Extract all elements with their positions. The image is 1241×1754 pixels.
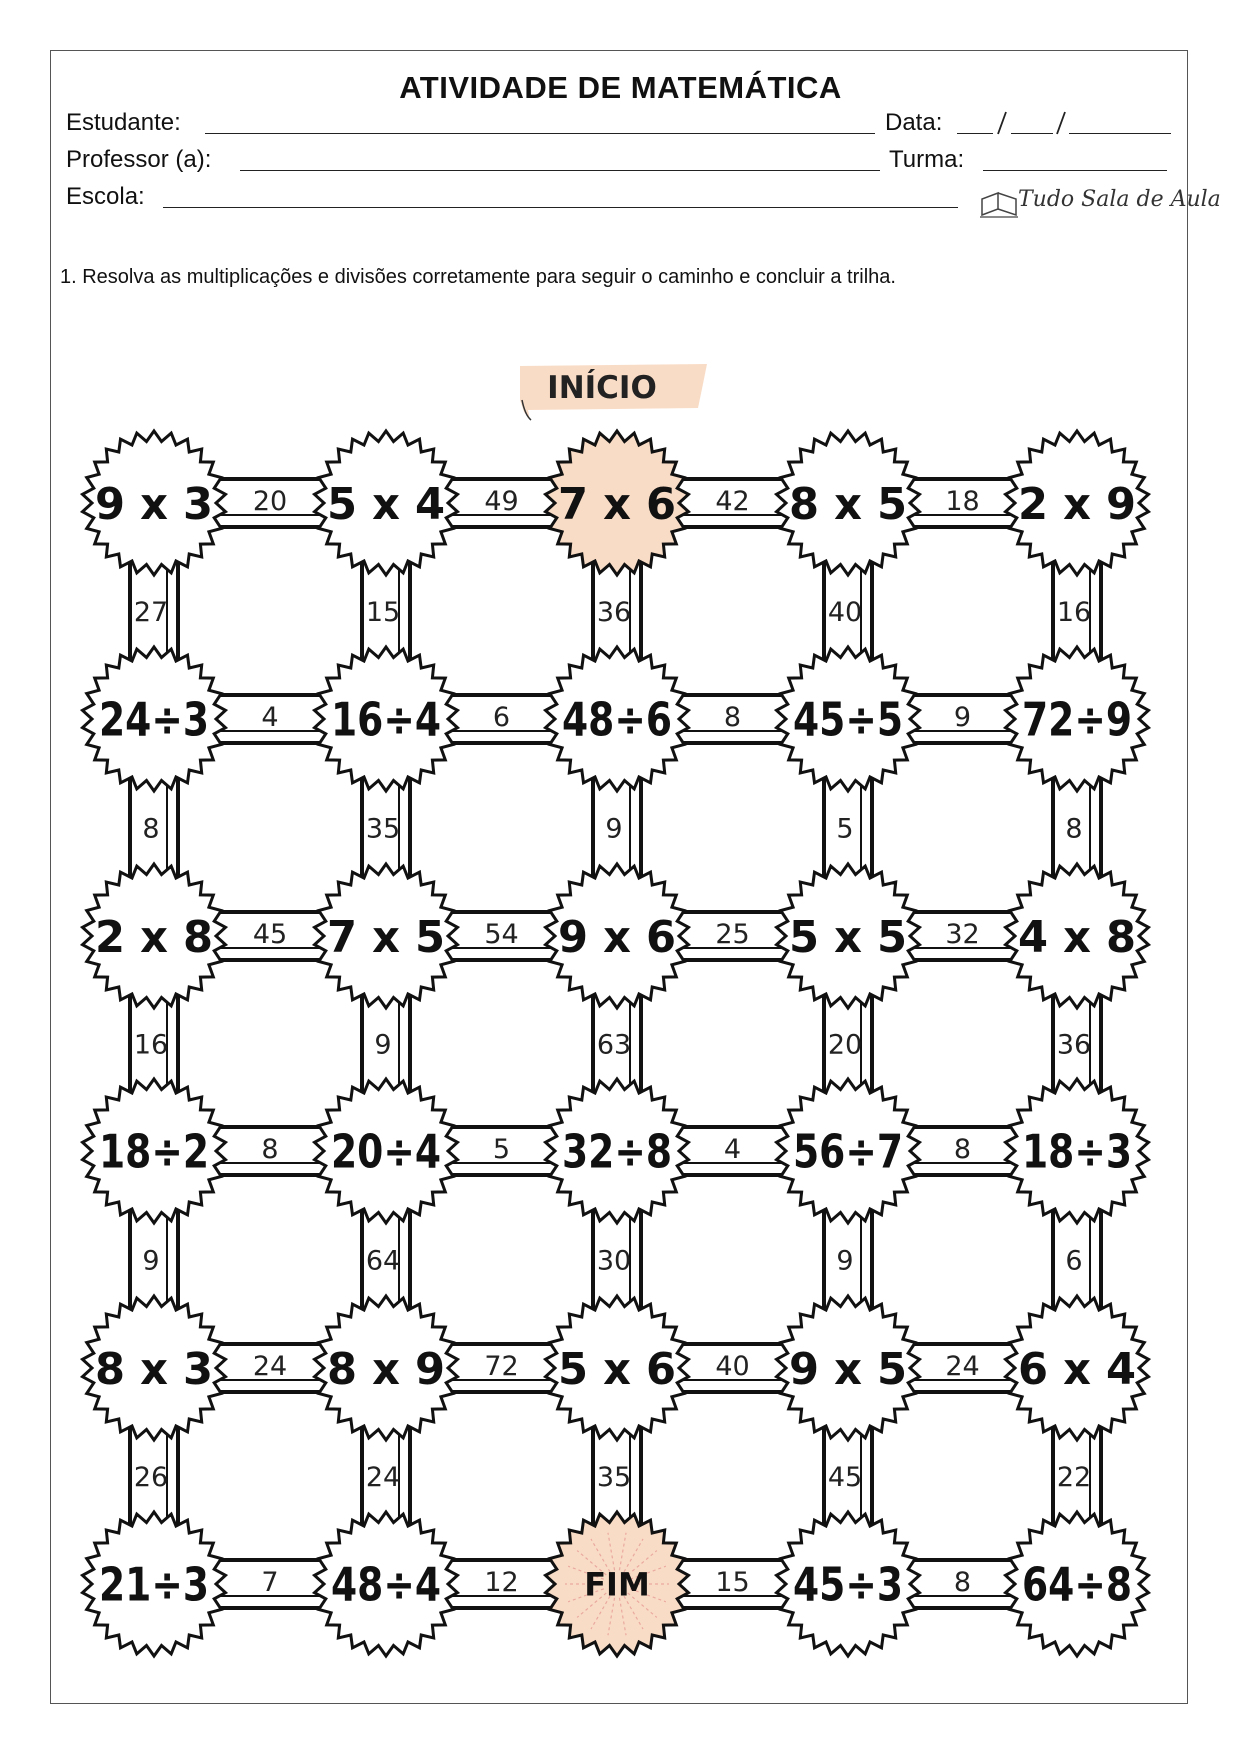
connector-value: 54: [484, 919, 519, 950]
connector-value: 45: [827, 1462, 863, 1493]
start-label: INÍCIO: [547, 370, 657, 406]
horizontal-connector[interactable]: [898, 1344, 1027, 1392]
connector-value: 8: [1065, 813, 1083, 845]
connector-value: 12: [484, 1567, 519, 1598]
horizontal-connector[interactable]: [898, 695, 1027, 743]
connector-value: 49: [484, 486, 519, 517]
horizontal-connector[interactable]: [204, 479, 336, 527]
connector-value: 27: [133, 597, 169, 628]
connector-value: 9: [836, 1245, 854, 1277]
maze-cell[interactable]: [777, 647, 920, 791]
connector-value: 20: [252, 486, 288, 517]
connector-value: 8: [142, 813, 160, 845]
horizontal-connector[interactable]: [667, 695, 798, 743]
connector-value: 24: [252, 1351, 288, 1382]
cell-expression: 7 x 6: [558, 478, 676, 530]
cell-expression: 20÷4: [331, 1124, 441, 1179]
horizontal-connector[interactable]: [898, 912, 1027, 960]
connector-value: 45: [252, 919, 288, 950]
connector-value: 32: [945, 919, 980, 950]
connector-value: 15: [715, 1567, 750, 1598]
start-tag: [520, 364, 707, 420]
cell-expression: 9 x 3: [95, 478, 213, 530]
cell-expression: 24÷3: [99, 692, 209, 747]
horizontal-connector[interactable]: [436, 695, 567, 743]
cell-expression: 56÷7: [793, 1124, 903, 1179]
horizontal-connector[interactable]: [667, 479, 798, 527]
maze-cell[interactable]: [315, 431, 458, 575]
cell-expression: 45÷3: [793, 1557, 903, 1612]
cell-expression: 32÷8: [562, 1124, 672, 1179]
connector-value: 26: [133, 1462, 169, 1493]
connector-value: 5: [492, 1134, 511, 1165]
cell-expression: 8 x 5: [789, 478, 907, 530]
connector-value: 4: [261, 702, 279, 733]
cell-expression: 4 x 8: [1018, 911, 1136, 963]
cell-expression: 18÷3: [1022, 1124, 1132, 1179]
maze-cell[interactable]: [83, 431, 226, 575]
connector-value: 24: [365, 1462, 401, 1493]
maze-cell[interactable]: [315, 647, 458, 791]
connector-value: 18: [945, 486, 980, 517]
cell-expression: 9 x 5: [789, 1343, 907, 1395]
horizontal-connector[interactable]: [898, 1127, 1027, 1175]
connector-value: 8: [261, 1134, 279, 1165]
connector-value: 35: [365, 813, 401, 845]
connector-value: 40: [827, 597, 863, 628]
maze-cell[interactable]: [546, 647, 689, 791]
cell-expression: 5 x 5: [789, 911, 907, 963]
maze-cell[interactable]: [83, 1079, 226, 1223]
connector-value: 63: [596, 1029, 632, 1061]
connector-value: 8: [723, 702, 742, 733]
connector-value: 30: [596, 1245, 632, 1277]
horizontal-connector[interactable]: [898, 479, 1027, 527]
cell-expression: 7 x 5: [327, 911, 445, 963]
maze-cell[interactable]: [546, 1296, 689, 1440]
connector-value: 6: [1065, 1245, 1083, 1277]
cell-expression: 18÷2: [99, 1124, 209, 1179]
cell-expression: 2 x 9: [1018, 478, 1136, 530]
maze-cell[interactable]: [777, 1079, 920, 1223]
horizontal-connector[interactable]: [667, 1344, 798, 1392]
date-label: Data:: [885, 109, 943, 136]
maze-cell[interactable]: [1006, 647, 1149, 791]
cell-expression: 45÷5: [793, 692, 903, 747]
connector-value: 6: [492, 702, 511, 733]
maze-cell[interactable]: [1006, 864, 1149, 1008]
horizontal-connector[interactable]: [436, 912, 567, 960]
maze-cell[interactable]: [546, 1079, 689, 1223]
connector-value: 42: [715, 486, 750, 517]
maze-cell[interactable]: [1006, 1512, 1149, 1656]
maze-cell[interactable]: [777, 1512, 920, 1656]
connector-value: 25: [715, 919, 750, 950]
instruction-text: 1. Resolva as multiplicações e divisões corretamente para seguir o caminho e concluir a trilha.: [60, 266, 896, 288]
horizontal-connector[interactable]: [436, 479, 567, 527]
maze-cell[interactable]: [1006, 1296, 1149, 1440]
maze-cell[interactable]: [1006, 1079, 1149, 1223]
connector-value: 9: [953, 702, 972, 733]
connector-value: 24: [945, 1351, 980, 1382]
connector-value: 16: [133, 1029, 169, 1061]
page-title: ATIVIDADE DE MATEMÁTICA: [399, 70, 842, 105]
connector-value: 5: [836, 813, 854, 845]
cell-expression: 48÷6: [562, 692, 672, 747]
cell-expression: 21÷3: [99, 1557, 209, 1612]
maze-cell[interactable]: [315, 1079, 458, 1223]
horizontal-connector[interactable]: [204, 1127, 336, 1175]
horizontal-connector[interactable]: [667, 1127, 798, 1175]
horizontal-connector[interactable]: [667, 1560, 798, 1608]
horizontal-connector[interactable]: [667, 912, 798, 960]
cell-expression: 5 x 4: [327, 478, 445, 530]
horizontal-connector[interactable]: [436, 1344, 567, 1392]
cell-expression: 16÷4: [331, 692, 441, 747]
maze-cell[interactable]: [315, 864, 458, 1008]
maze-cell[interactable]: [315, 1512, 458, 1656]
horizontal-connector[interactable]: [204, 1560, 336, 1608]
connector-value: 40: [715, 1351, 750, 1382]
cell-expression: 9 x 6: [558, 911, 676, 963]
maze-cell[interactable]: [777, 1296, 920, 1440]
cell-expression: 64÷8: [1022, 1557, 1132, 1612]
connector-value: 36: [596, 597, 632, 628]
end-cell[interactable]: [546, 1512, 689, 1656]
cell-expression: 8 x 3: [95, 1343, 213, 1395]
cell-expression: 8 x 9: [327, 1343, 445, 1395]
connector-value: 9: [605, 813, 623, 845]
connector-value: 9: [374, 1029, 392, 1061]
connector-value: 8: [953, 1567, 972, 1598]
connector-value: 8: [953, 1134, 972, 1165]
horizontal-connector[interactable]: [436, 1127, 567, 1175]
maze-cell[interactable]: [83, 1512, 226, 1656]
cell-expression: 72÷9: [1022, 692, 1132, 747]
cell-expression: 5 x 6: [558, 1343, 676, 1395]
start-cell[interactable]: [546, 431, 689, 575]
school-label: Escola:: [66, 183, 145, 210]
connector-value: 22: [1056, 1462, 1092, 1493]
cell-expression: 6 x 4: [1018, 1343, 1136, 1395]
maze-cell[interactable]: [83, 864, 226, 1008]
logo-text: Tudo Sala de Aula: [1018, 187, 1221, 212]
connector-value: 7: [261, 1567, 279, 1598]
maze-cell[interactable]: [83, 647, 226, 791]
cell-expression: 2 x 8: [95, 911, 213, 963]
connector-value: 20: [827, 1029, 863, 1061]
connector-value: 4: [723, 1134, 742, 1165]
connector-value: 64: [365, 1245, 401, 1277]
maze-cell[interactable]: [546, 864, 689, 1008]
connector-value: 36: [1056, 1029, 1092, 1061]
maze-cell[interactable]: [777, 431, 920, 575]
cell-expression: 48÷4: [331, 1557, 441, 1612]
teacher-label: Professor (a):: [66, 146, 212, 173]
horizontal-connector[interactable]: [898, 1560, 1027, 1608]
connector-value: 15: [365, 597, 401, 628]
connector-value: 9: [142, 1245, 160, 1277]
connector-value: 16: [1056, 597, 1092, 628]
horizontal-connector[interactable]: [436, 1560, 567, 1608]
maze-cell[interactable]: [777, 864, 920, 1008]
horizontal-connector[interactable]: [204, 912, 336, 960]
class-label: Turma:: [889, 146, 965, 173]
student-label: Estudante:: [66, 109, 181, 136]
horizontal-connector[interactable]: [204, 695, 336, 743]
maze-cell[interactable]: [1006, 431, 1149, 575]
end-label: FIM: [584, 1565, 650, 1604]
connector-value: 72: [484, 1351, 519, 1382]
maze-cell[interactable]: [315, 1296, 458, 1440]
connector-value: 35: [596, 1462, 632, 1493]
horizontal-connector[interactable]: [204, 1344, 336, 1392]
maze-cell[interactable]: [83, 1296, 226, 1440]
